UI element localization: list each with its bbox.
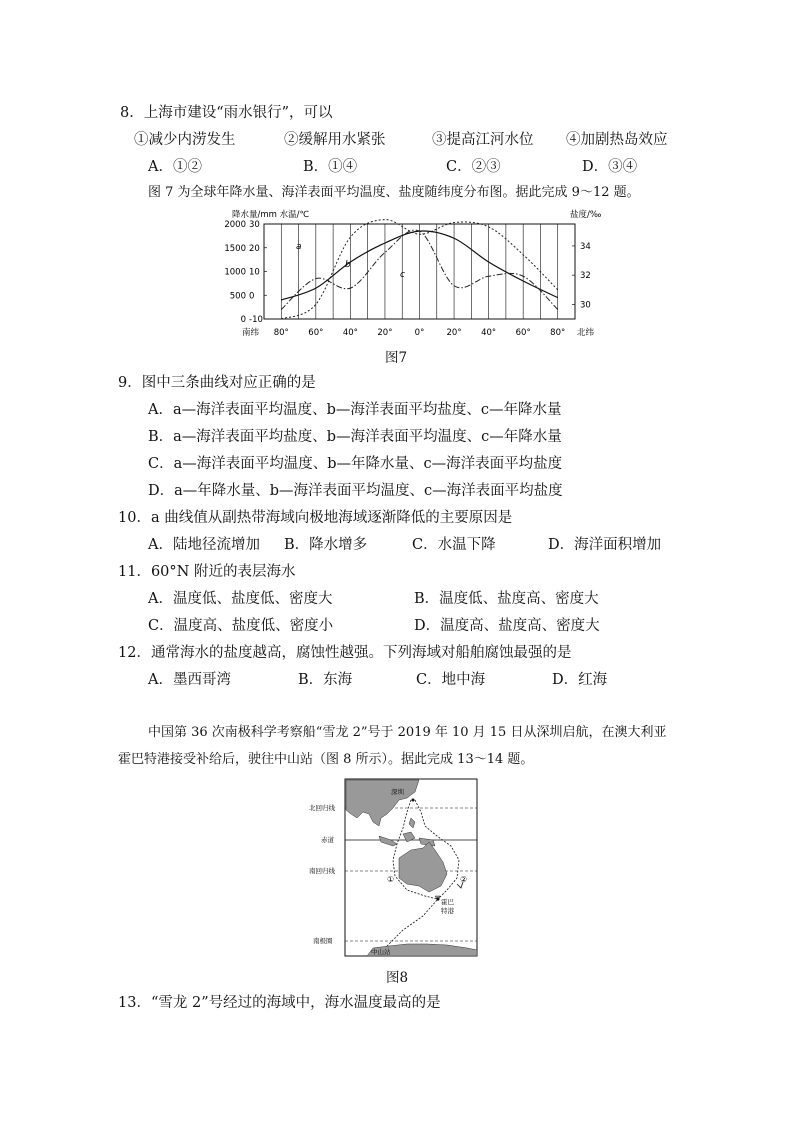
fig7-precip-tick: 1500 <box>224 243 246 254</box>
fig7-precip-tick: 1000 <box>224 267 246 278</box>
fig8-label-tropic-capricorn: 南回归线 <box>309 867 335 875</box>
fig7-temp-tick: 10 <box>249 267 260 278</box>
fig7-chart <box>224 205 608 340</box>
fig7-caption: 图7 <box>385 350 408 366</box>
fig7-precip-tick: 500 <box>229 291 246 302</box>
q9-stem: 9．图中三条曲线对应正确的是 <box>118 375 316 391</box>
q8-item-2: ②缓解用水紧张 <box>284 132 386 148</box>
fig8-route-label-1: ① <box>387 875 395 884</box>
fig7-intro: 图 7 为全球年降水量、海洋表面平均温度、盐度随纬度分布图。据此完成 9～12 题。 <box>148 185 640 200</box>
q10-option-d: D．海洋面积增加 <box>548 537 662 553</box>
fig7-lat-tick: 80° <box>273 328 289 338</box>
fig7-temp-tick: -10 <box>249 315 263 325</box>
q12-stem: 12．通常海水的盐度越高，腐蚀性越强。下列海域对船舶腐蚀最强的是 <box>118 645 572 661</box>
fig7-lat-tick: 80° <box>550 328 566 338</box>
fig7-temp-tick: 30 <box>249 220 260 230</box>
fig7-curve-label-c: c <box>400 270 405 280</box>
fig7-lat-tick: 40° <box>342 328 358 338</box>
fig8-route-label-2: ② <box>460 875 468 884</box>
fig7-north-label: 北纬 <box>577 328 595 338</box>
fig8-intro-line1: 中国第 36 次南极科学考察船“雪龙 2”号于 2019 年 10 月 15 日从深圳启航，在澳大利亚 <box>148 725 667 740</box>
q9-option-b: B．a—海洋表面平均盐度、b—海洋表面平均温度、c—年降水量 <box>148 429 562 445</box>
fig7-lat-tick: 40° <box>481 328 497 338</box>
q8-stem: 8．上海市建设“雨水银行”，可以 <box>120 105 333 121</box>
q11-option-b: B．温度低、盐度高、密度大 <box>414 591 599 607</box>
q12-option-a: A．墨西哥湾 <box>148 672 231 688</box>
fig8-label-hobart-1: 霍巴 <box>441 898 454 906</box>
q8-option-d: D．③④ <box>582 159 638 175</box>
fig7-x-ticks <box>274 328 566 338</box>
q8-option-a: A．①② <box>148 159 202 175</box>
fig7-temp-tick: 0 <box>249 291 255 302</box>
q8-item-3: ③提高江河水位 <box>432 132 534 148</box>
fig7-lat-tick: 60° <box>515 328 531 338</box>
fig7-salinity-tick: 30 <box>580 300 591 311</box>
fig8-label-equator: 赤道 <box>321 836 334 844</box>
fig7-south-label: 南纬 <box>242 328 260 338</box>
fig8-label-hobart-2: 特港 <box>441 907 454 915</box>
q11-stem: 11．60°N 附近的表层海水 <box>118 564 296 580</box>
q13-stem: 13．“雪龙 2”号经过的海域中，海水温度最高的是 <box>118 995 441 1011</box>
fig7-left-ticks <box>224 220 267 325</box>
fig7-precip-tick: 2000 <box>224 220 246 230</box>
q8-item-1: ①减少内涝发生 <box>134 132 236 148</box>
fig7-lat-tick: 60° <box>308 328 324 338</box>
q10-option-a: A．陆地径流增加 <box>148 537 260 553</box>
q11-option-a: A．温度低、盐度低、密度大 <box>148 591 333 607</box>
fig8-label-tropic-cancer: 北回归线 <box>309 804 335 812</box>
fig8-intro-line2: 霍巴特港接受补给后，驶往中山站（图 8 所示）。据此完成 13～14 题。 <box>118 752 534 767</box>
q11-option-d: D．温度高、盐度高、密度大 <box>414 618 600 634</box>
q8-option-b: B．①④ <box>303 159 358 175</box>
fig8-shenzhen-dot <box>412 799 415 802</box>
fig8-hobart-dot <box>437 898 440 901</box>
fig8-label-antarctic-circle: 南极圈 <box>313 937 333 945</box>
fig7-temp-tick: 20 <box>249 243 260 254</box>
fig7-lat-tick: 20° <box>446 328 462 338</box>
q9-option-d: D．a—年降水量、b—海洋表面平均温度、c—海洋表面平均盐度 <box>148 483 563 499</box>
q9-option-a: A．a—海洋表面平均温度、b—海洋表面平均盐度、c—年降水量 <box>148 402 562 418</box>
q12-option-d: D．红海 <box>552 672 608 688</box>
q10-option-b: B．降水增多 <box>284 537 368 553</box>
fig7-curve-label-a: a <box>296 242 302 252</box>
fig7-lat-tick: 20° <box>377 328 393 338</box>
q10-option-c: C．水温下降 <box>412 537 496 553</box>
fig7-gridlines <box>281 224 557 319</box>
q12-option-c: C．地中海 <box>416 672 486 688</box>
fig7-salinity-tick: 34 <box>580 241 591 252</box>
fig7-lat-tick: 0° <box>414 328 425 338</box>
fig7-left-axis-label: 降水量/mm 水温/℃ <box>232 210 310 220</box>
fig8-caption: 图8 <box>386 970 409 986</box>
fig8-label-shenzhen: 深圳 <box>391 788 404 796</box>
q12-option-b: B．东海 <box>298 672 353 688</box>
q10-stem: 10．a 曲线值从副热带海域向极地海域逐渐降低的主要原因是 <box>118 510 513 526</box>
fig8-label-zhongshan: 中山站 <box>371 948 391 956</box>
fig7-precip-tick: 0 <box>240 315 246 325</box>
q8-option-c: C．②③ <box>446 159 501 175</box>
q11-option-c: C．温度高、盐度低、密度小 <box>148 618 334 634</box>
fig7-salinity-tick: 32 <box>580 271 591 282</box>
fig8-map <box>307 778 479 958</box>
fig7-curve-label-b: b <box>345 260 351 270</box>
q9-option-c: C．a—海洋表面平均温度、b—年降水量、c—海洋表面平均盐度 <box>148 456 563 472</box>
q8-item-4: ④加剧热岛效应 <box>566 132 668 148</box>
fig7-right-axis-label: 盐度/‰ <box>570 210 602 220</box>
